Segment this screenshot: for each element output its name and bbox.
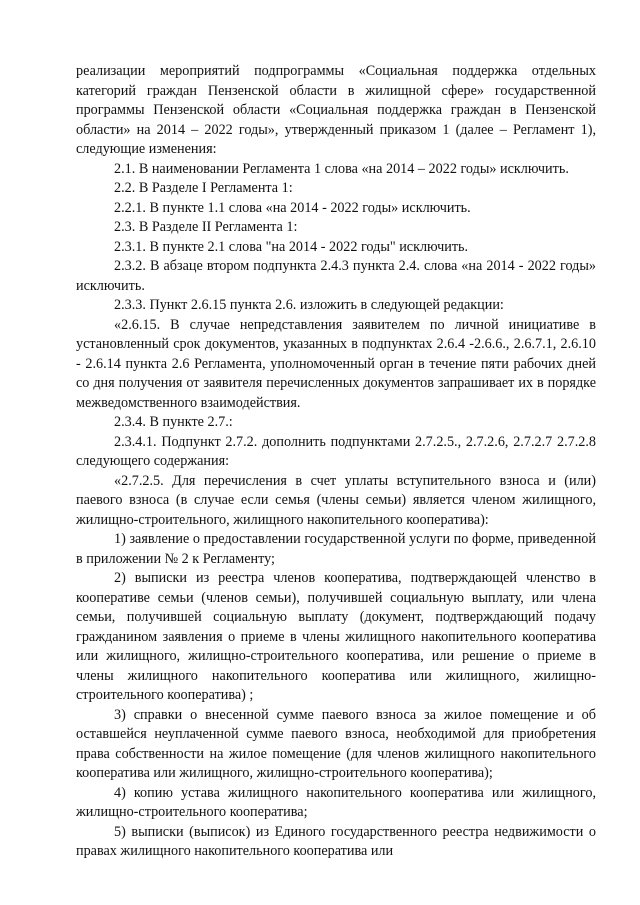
paragraph-intro-continuation: реализации мероприятий подпрограммы «Социальная поддержка отдельных категорий граждан Пензенской области в жилищной сфере» государственной программы Пензенской области «Социальная поддержка граждан в Пензенской области» на 2014 – 2022 годы», утвержденный приказом 1 (далее – Регламент 1), следующие изменения: (76, 63, 596, 157)
list-item-3: 3) справки о внесенной сумме паевого взноса за жилое помещение и об оставшейся неуплаченной сумме паевого взноса, необходимой для приобретения права собственности на жилое помещение (для членов жилищного накопительного кооператива или жилищного, жилищно-строительного кооператива); (76, 706, 596, 781)
list-item-5: 5) выписки (выписок) из Единого государственного реестра недвижимости о правах жилищного накопительного кооператива или (76, 823, 596, 859)
paragraph-2-3-2: 2.3.2. В абзаце втором подпункта 2.4.3 пункта 2.4. слова «на 2014 - 2022 годы» исключить. (76, 258, 596, 294)
paragraph-2-3-3: 2.3.3. Пункт 2.6.15 пункта 2.6. изложить в следующей редакции: (114, 297, 504, 313)
paragraph-2-3-4: 2.3.4. В пункте 2.7.: (114, 414, 233, 430)
paragraph-2-7-2-5: «2.7.2.5. Для перечисления в счет уплаты вступительного взноса и (или) паевого взноса (в случае если семья (члены семьи) является членом жилищного, жилищно-строительного, жилищного накопительного кооператива): (76, 472, 596, 528)
paragraph-2-6-15: «2.6.15. В случае непредставления заявителем по личной инициативе в установленный срок документов, указанных в подпунктах 2.6.4 -2.6.6., 2.6.7.1, 2.6.10 - 2.6.14 пункта 2.6 Регламента, уполномоченный орган в течение пяти рабочих дней со дня получения от заявителя перечисленных документов запрашивает их в порядке межведомственного взаимодействия. (76, 316, 596, 411)
paragraph-2-1: 2.1. В наименовании Регламента 1 слова «на 2014 – 2022 годы» исключить. (114, 160, 569, 177)
paragraph-2-2-1: 2.2.1. В пункте 1.1 слова «на 2014 - 2022 годы» исключить. (114, 199, 471, 216)
list-item-1: 1) заявление о предоставлении государственной услуги по форме, приведенной в приложении № 2 к Регламенту; (76, 531, 596, 567)
list-item-2: 2) выписки из реестра членов кооператива, подтверждающей членство в кооперативе семьи (членов семьи), получившей социальную выплату, или члена семьи, получившей социальную выплату (документ, подтверждающий подачу гражданином заявления о приеме в члены жилищного накопительного кооператива или жилищного, жилищно-строительного кооператива, или решение о приеме в члены жилищного накопительного кооператива или жилищного, жилищно-строительного кооператива) ; (76, 570, 596, 703)
paragraph-2-2: 2.2. В Разделе I Регламента 1: (114, 180, 293, 196)
paragraph-2-3-1: 2.3.1. В пункте 2.1 слова "на 2014 - 2022 годы" исключить. (114, 238, 469, 255)
document-body (76, 62, 596, 862)
paragraph-2-3-4-1: 2.3.4.1. Подпункт 2.7.2. дополнить подпунктами 2.7.2.5., 2.7.2.6, 2.7.2.7 2.7.2.8 следующего содержания: (76, 433, 596, 469)
paragraph-2-3: 2.3. В Разделе II Регламента 1: (114, 219, 298, 235)
list-item-4: 4) копию устава жилищного накопительного кооператива или жилищного, жилищно-строительного кооператива; (76, 784, 596, 820)
